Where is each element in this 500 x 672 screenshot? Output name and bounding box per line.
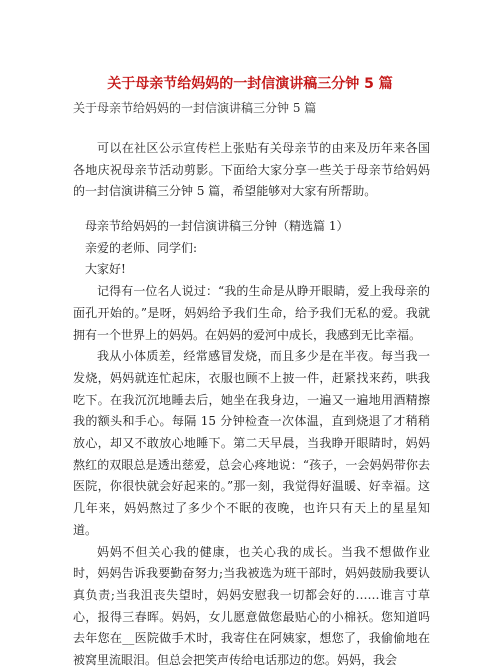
- greeting-line: 亲爱的老师、同学们:: [85, 240, 198, 255]
- article-body: [73, 216, 430, 672]
- intro-block: [73, 138, 430, 203]
- body-paragraph-2: 我从小体质差，经常感冒发烧，而且多少是在半夜。每当我一发烧，妈妈就连忙起床，衣服也顾不上披一件，赶紧找来药，哄我吃下。在我沉沉地睡去后，她坐在我身边，一遍又一遍地用酒精擦我的额头和手心。每隔 15 分钟检查一次体温，直到烧退了才稍稍放心，却又不敢放心地睡下。第二天早晨，当我睁开眼睛时，妈妈熬红的双眼总是透出慈爱，总会心疼地说：“孩子，一会妈妈带你去医院，你很快就会好起来的。”那一刻，我觉得好温暖、好幸福。这几年来，妈妈熬过了多少个不眠的夜晚，也许只有天上的星星知道。: [73, 349, 430, 537]
- hello-line: 大家好!: [85, 262, 126, 277]
- intro-paragraph: 可以在社区公示宣传栏上张贴有关母亲节的由来及历年来各国各地庆祝母亲节活动剪影。下面给大家分享一些关于母亲节给妈妈的一封信演讲稿三分钟 5 篇，希望能够对大家有所帮助。: [73, 141, 430, 199]
- body-paragraph-3: 妈妈不但关心我的健康，也关心我的成长。当我不想做作业时，妈妈告诉我要勤奋努力;当我被选为班干部时，妈妈鼓励我要认真负责;当我沮丧失望时，妈妈安慰我一切都会好的……谁言寸草心，报得三春晖。妈妈，女儿愿意做您最贴心的小棉袄。您知道吗去年您在__医院做手术时，我寄住在阿姨家，想您了，我偷偷地在被窝里流眼泪。但总会把笑声传给电话那边的您。妈妈，我会: [73, 544, 430, 668]
- section-heading: 母亲节给妈妈的一封信演讲稿三分钟（精选篇 1）: [85, 219, 349, 233]
- document-title: 关于母亲节给妈妈的一封信演讲稿三分钟 5 篇: [107, 76, 393, 92]
- document-subtitle: 关于母亲节给妈妈的一封信演讲稿三分钟 5 篇: [73, 101, 317, 115]
- body-paragraph-1: 记得有一位名人说过：“我的生命是从睁开眼睛，爱上我母亲的面孔开始的。”是呀，妈妈给予我们生命，给予我们无私的爱。我就拥有一个世界上的妈妈。在妈妈的爱河中成长，我感到无比幸福。: [73, 284, 430, 342]
